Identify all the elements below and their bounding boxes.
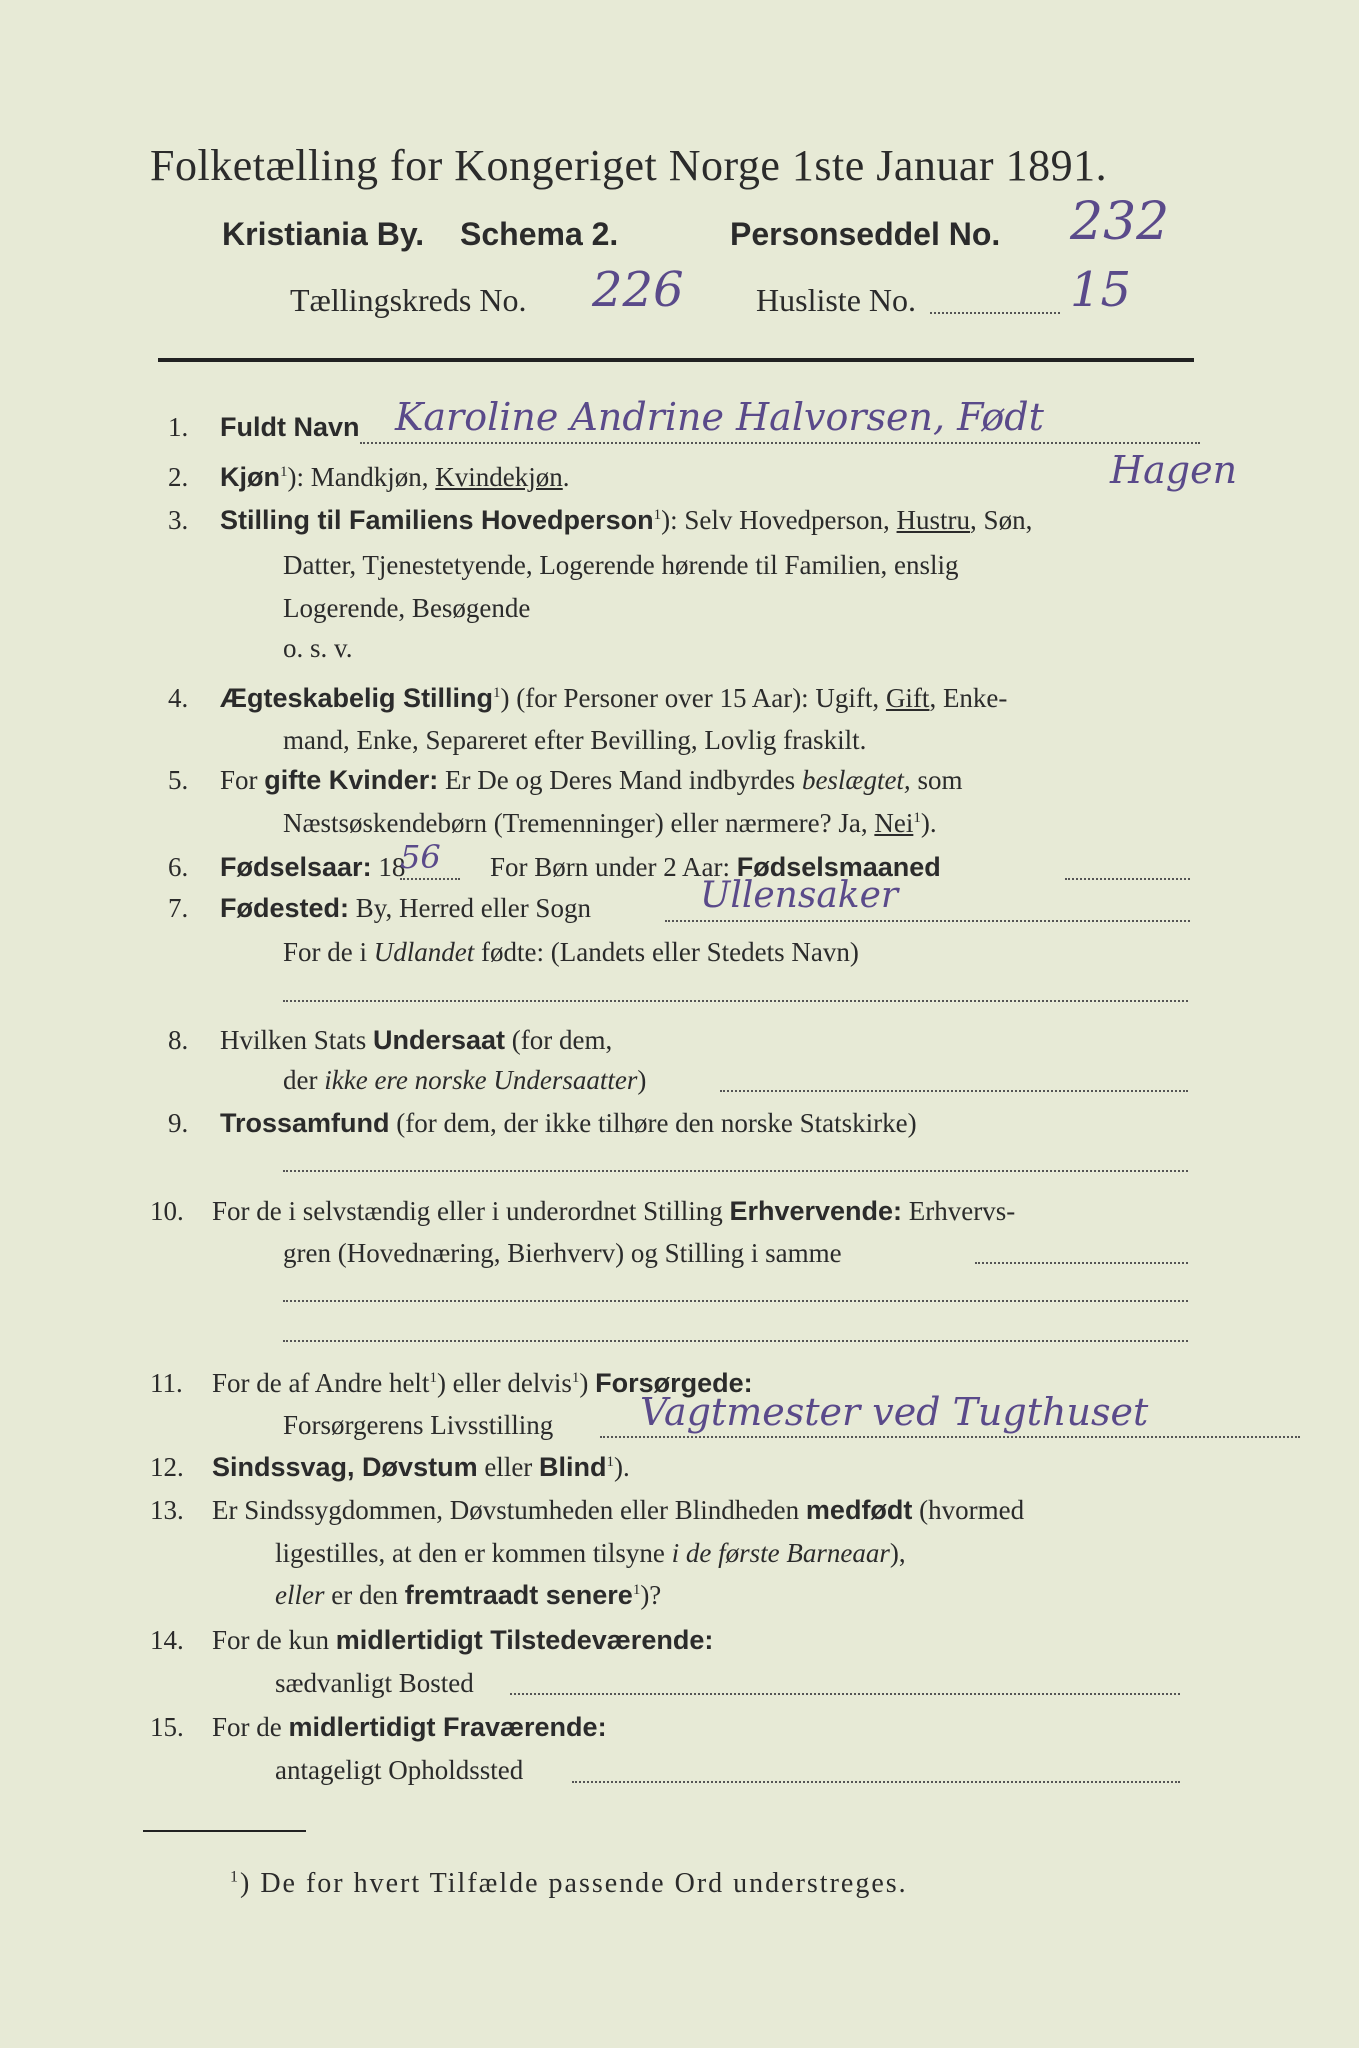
item-number: 13. bbox=[150, 1495, 184, 1525]
kristiania-by-label: Kristiania By. bbox=[222, 216, 425, 252]
item-11-line: For de af Andre helt$^1$) eller delvis$^1$) Forsørgede: bbox=[212, 1368, 753, 1398]
item-5-line2: Næstsøskendebørn (Tremenninger) eller nærmere? Ja, Nei$^1$). bbox=[283, 808, 937, 838]
item-3-line4: o. s. v. bbox=[283, 633, 353, 663]
item-number: 7. bbox=[168, 893, 189, 923]
item-15-line: For de midlertidigt Fraværende: bbox=[212, 1712, 607, 1742]
item-number: 15. bbox=[150, 1712, 184, 1742]
item-number: 5. bbox=[168, 765, 189, 795]
taellingskreds-number: 226 bbox=[592, 262, 684, 318]
item-13-line: Er Sindssygdommen, Døvstumheden eller Blindheden medfødt (hvormed bbox=[212, 1495, 1025, 1525]
item-6-dots2 bbox=[1065, 878, 1190, 880]
item-8-dots bbox=[720, 1090, 1188, 1092]
item-7-dots bbox=[665, 920, 1190, 922]
item-3-line2: Datter, Tjenestetyende, Logerende hørende til Familien, enslig bbox=[283, 550, 959, 580]
form-title: Folketælling for Kongeriget Norge 1ste Januar 1891. bbox=[150, 141, 1108, 190]
maiden-name-value: Hagen bbox=[1110, 448, 1238, 492]
husliste-label: Husliste No. bbox=[756, 282, 916, 318]
full-name-value: Karoline Andrine Halvorsen, Født bbox=[395, 395, 1044, 439]
related-selected: Nei bbox=[874, 808, 914, 838]
item-7-line2: For de i Udlandet fødte: (Landets eller Stedets Navn) bbox=[283, 937, 859, 967]
item-6-line-b: For Børn under 2 Aar: Fødselsmaaned bbox=[490, 852, 941, 882]
item-2-line: Kjøn$^1$): Mandkjøn, Kvindekjøn. bbox=[220, 462, 570, 492]
marital-selected: Gift bbox=[885, 683, 930, 713]
item-14-dots bbox=[510, 1693, 1180, 1695]
footnote-rule bbox=[143, 1830, 306, 1832]
item-8-line: Hvilken Stats Undersaat (for dem, bbox=[220, 1025, 613, 1055]
item-11-line2: Forsørgerens Livsstilling bbox=[283, 1410, 554, 1440]
item-6-dots bbox=[400, 878, 460, 880]
item-10-dots bbox=[975, 1262, 1188, 1264]
item-number: 9. bbox=[168, 1108, 189, 1138]
item-13-line3: eller er den fremtraadt senere$^1$)? bbox=[275, 1580, 662, 1610]
item-1-label: Fuldt Navn bbox=[220, 412, 360, 442]
item-4-line: Ægteskabelig Stilling$^1$) (for Personer over 15 Aar): Ugift, Gift, Enke- bbox=[220, 683, 1008, 713]
item-number: 10. bbox=[150, 1196, 184, 1226]
item-10-dots3 bbox=[283, 1340, 1188, 1342]
item-15-dots bbox=[572, 1781, 1180, 1783]
footnote: $^1$) De for hvert Tilfælde passende Ord understreges. bbox=[230, 1868, 908, 1899]
item-number: 14. bbox=[150, 1625, 184, 1655]
taellingskreds-label: Tællingskreds No. bbox=[290, 282, 527, 318]
item-number: 3. bbox=[168, 505, 189, 535]
position-selected: Hustru bbox=[896, 505, 971, 535]
item-number: 12. bbox=[150, 1452, 184, 1482]
provider-occupation-value: Vagtmester ved Tugthuset bbox=[640, 1390, 1149, 1434]
item-5-line: For gifte Kvinder: Er De og Deres Mand indbyrdes beslægtet, som bbox=[220, 765, 963, 795]
gender-selected: Kvindekjøn bbox=[435, 462, 563, 492]
husliste-dots bbox=[930, 312, 1060, 314]
item-3-line: Stilling til Familiens Hovedperson$^1$): Selv Hovedperson, Hustru, Søn, bbox=[220, 505, 1033, 535]
item-10-line2: gren (Hovednæring, Bierhverv) og Stilling i samme bbox=[283, 1238, 842, 1268]
item-number: 8. bbox=[168, 1025, 189, 1055]
item-number: 4. bbox=[168, 683, 189, 713]
item-13-line2: ligestilles, at den er kommen tilsyne i de første Barneaar), bbox=[275, 1538, 906, 1568]
schema-label: Schema 2. bbox=[460, 216, 619, 252]
item-4-line2: mand, Enke, Separeret efter Bevilling, Lovlig fraskilt. bbox=[283, 725, 867, 755]
item-number: 6. bbox=[168, 852, 189, 882]
item-15-line2: antageligt Opholdssted bbox=[275, 1755, 524, 1785]
husliste-number: 15 bbox=[1070, 262, 1132, 318]
item-number: 1. bbox=[168, 412, 189, 442]
personseddel-number: 232 bbox=[1070, 192, 1170, 252]
item-6-line: Fødselsaar: 18 bbox=[220, 852, 406, 882]
item-9-line: Trossamfund (for dem, der ikke tilhøre den norske Statskirke) bbox=[220, 1108, 917, 1138]
item-8-line2: der ikke ere norske Undersaatter) bbox=[283, 1065, 647, 1095]
item-number: 2. bbox=[168, 462, 189, 492]
item-11-dots bbox=[600, 1436, 1300, 1438]
birthplace-value: Ullensaker bbox=[700, 875, 899, 916]
item-10-line: For de i selvstændig eller i underordnet Stilling Erhvervende: Erhvervs- bbox=[212, 1196, 1016, 1226]
item-12-line: Sindssvag, Døvstum eller Blind$^1$). bbox=[212, 1452, 630, 1482]
birth-year-value: 56 bbox=[400, 838, 441, 876]
item-10-dots2 bbox=[283, 1300, 1188, 1302]
item-9-dots bbox=[283, 1170, 1188, 1172]
header-rule bbox=[158, 358, 1194, 362]
item-7-line: Fødested: By, Herred eller Sogn bbox=[220, 893, 591, 923]
item-1-dots bbox=[360, 442, 1200, 444]
item-number: 11. bbox=[150, 1368, 183, 1398]
item-14-line: For de kun midlertidigt Tilstedeværende: bbox=[212, 1625, 714, 1655]
item-7-dots2 bbox=[283, 1000, 1188, 1002]
personseddel-label: Personseddel No. bbox=[730, 216, 1001, 252]
item-3-line3: Logerende, Besøgende bbox=[283, 593, 531, 623]
item-14-line2: sædvanligt Bosted bbox=[275, 1668, 474, 1698]
